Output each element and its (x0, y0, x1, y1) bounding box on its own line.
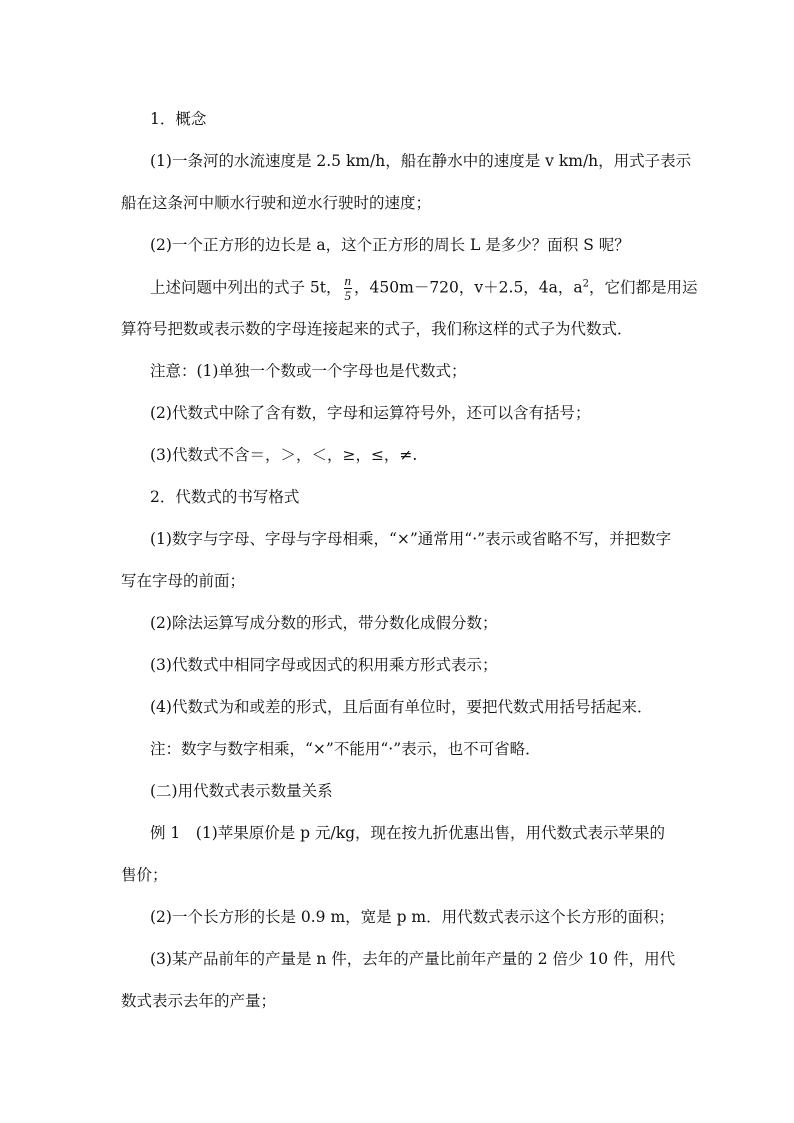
paragraph-line: (4)代数式为和或差的形式，且后面有单位时，要把代数式用括号括起来． (150, 698, 653, 716)
fraction-denominator: 5 (344, 288, 352, 303)
text-segment: ，它们都是用运 (589, 278, 698, 297)
section-heading-concept: 1．概念 (150, 110, 207, 128)
paragraph-line: 写在字母的前面； (121, 572, 246, 590)
example-line: (2)一个长方形的长是 0.9 m，宽是 p m．用代数式表示这个长方形的面积； (150, 908, 675, 926)
note-line: (2)代数式中除了含有数，字母和运算符号外，还可以含有括号； (150, 404, 591, 422)
superscript-exponent: 2 (582, 278, 590, 290)
paragraph-line: (1)一条河的水流速度是 2.5 km/h，船在静水中的速度是 v km/h，用式子表示 (150, 152, 692, 170)
note-line: (3)代数式不含＝，＞，＜，≥，≤，≠. (150, 446, 418, 464)
paragraph-line: (2)除法运算写成分数的形式，带分数化成假分数； (150, 614, 498, 632)
fraction-numerator: n (344, 273, 352, 288)
paragraph-line: 船在这条河中顺水行驶和逆水行驶时的速度； (121, 194, 432, 212)
example-line: 售价； (121, 866, 168, 884)
paragraph-line-expressions (150, 274, 710, 303)
example-line: 例 1 (1)苹果原价是 p 元/kg，现在按九折优惠出售，用代数式表示苹果的 (150, 824, 666, 842)
section-heading-format: 2．代数式的书写格式 (150, 488, 300, 506)
paragraph-line: (2)一个正方形的边长是 a，这个正方形的周长 L 是多少？面积 S 呢？ (150, 236, 630, 254)
section-heading-relations: (二)用代数式表示数量关系 (150, 782, 333, 800)
example-line: 数式表示去年的产量； (121, 992, 277, 1010)
text-segment: ，450m－720，v＋2.5，4a，a (354, 278, 583, 297)
paragraph-line: (1)数字与字母、字母与字母相乘，“×”通常用“·”表示或省略不写，并把数字 (150, 530, 672, 548)
note-line: 注意：(1)单独一个数或一个字母也是代数式； (150, 362, 467, 380)
paragraph-line: (3)代数式中相同字母或因式的积用乘方形式表示； (150, 656, 498, 674)
text-segment: 上述问题中列出的式子 5t， (150, 278, 342, 297)
fraction-n-over-5 (344, 274, 353, 303)
example-line: (3)某产品前年的产量是 n 件，去年的产量比前年产量的 2 倍少 10 件，用代 (150, 950, 676, 968)
note-line: 注：数字与数字相乘，“×”不能用“·”表示，也不可省略． (150, 740, 541, 758)
paragraph-line: 算符号把数或表示数的字母连接起来的式子，我们称这样的式子为代数式． (121, 320, 633, 338)
